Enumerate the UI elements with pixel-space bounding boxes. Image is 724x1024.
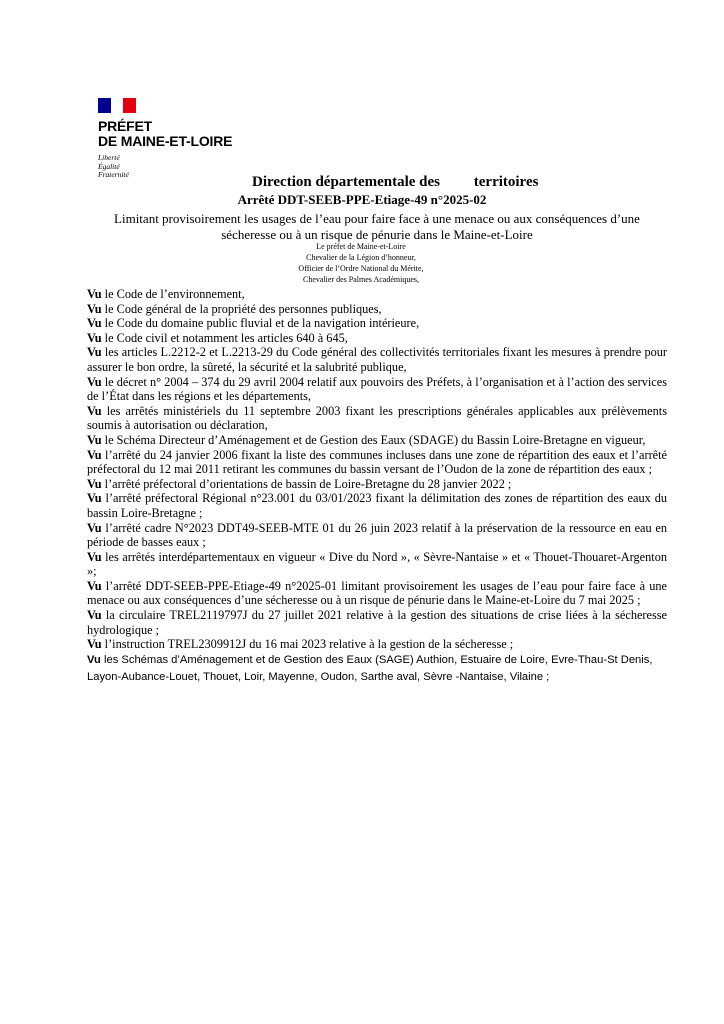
vu-item: Vu le Code général de la propriété des personnes publiques, xyxy=(87,301,382,316)
prefet-titles xyxy=(0,241,724,285)
vu-item: Vu l’instruction TREL2309912J du 16 mai 2023 relative à la gestion de la sécheresse ; xyxy=(87,637,514,652)
republic-motto xyxy=(98,154,232,180)
motto-egalite: Égalité xyxy=(98,161,120,171)
vu-item: Vu le Code civil et notamment les articles 640 à 645, xyxy=(87,330,348,345)
arrete-subtitle: Limitant provisoirement les usages de l’eau pour faire face à une menace ou aux conséquences d’une sécheresse ou à un risque de pénurie dans le Maine-et-Loire xyxy=(114,211,640,242)
arrete-title: Arrêté DDT-SEEB-PPE-Etiage-49 n°2025-02 xyxy=(237,192,487,207)
motto-liberte: Liberté xyxy=(98,153,120,162)
vu-list xyxy=(87,287,667,686)
prefet-title-line: Officier de l’Ordre National du Mérite, xyxy=(298,264,424,273)
motto-fraternite: Fraternité xyxy=(98,170,129,179)
prefet-title-line: Le préfet de Maine-et-Loire xyxy=(316,242,406,251)
logo-line-2: DE MAINE-ET-LOIRE xyxy=(98,133,233,149)
vu-item: Vu le Code de l’environnement, xyxy=(87,287,245,301)
french-flag-icon xyxy=(98,98,136,113)
vu-item: Vu l’arrêté cadre N°2023 DDT49-SEEB-MTE 01 du 26 juin 2023 relatif à la préservation de la ressource en eau en période de basses eaux ; xyxy=(87,520,667,550)
vu-item: Vu l’arrêté préfectoral d’orientations de bassin de Loire-Bretagne du 28 janvier 2022 ; xyxy=(87,476,512,491)
vu-item: Vu le Code du domaine public fluvial et de la navigation intérieure, xyxy=(87,316,420,331)
vu-item: Vu les arrêtés ministériels du 11 septembre 2003 fixant les prescriptions générales applicables aux prélèvements soumis à autorisation ou déclaration, xyxy=(87,403,667,433)
vu-item: Vu l’arrêté du 24 janvier 2006 fixant la liste des communes incluses dans une zone de répartition des eaux et l’arrêté préfectoral du 12 mai 2011 retirant les communes du bassin versant de l’Oudon de la zone de répartition des eaux ; xyxy=(87,447,667,477)
vu-item: Vu les arrêtés interdépartementaux en vigueur « Dive du Nord », « Sèvre-Nantaise » et « Thouet-Thouaret-Argenton »; xyxy=(87,549,668,579)
vu-item: Vu l’arrêté DDT-SEEB-PPE-Etiage-49 n°2025-01 limitant provisoirement les usages de l’eau pour faire face à une menace ou aux conséquences d’une sécheresse ou à un risque de pénurie dans le Maine-et-Loire du 7 mai 2025 ; xyxy=(87,578,668,608)
logo-text xyxy=(98,119,232,149)
vu-item: Vu l’arrêté préfectoral Régional n°23.001 du 03/01/2023 fixant la délimitation des zones de répartition des eaux du bassin Loire-Bretagne ; xyxy=(87,491,667,520)
direction-heading: Direction départementale des territoires xyxy=(252,174,539,190)
vu-item: Vu les articles L.2212-2 et L.2213-29 du Code général des collectivités territoriales fixant les mesures à prendre pour assurer le bon ordre, la sûreté, la sécurité et la salubrité publique, xyxy=(87,345,668,374)
vu-item: Vu le Schéma Directeur d’Aménagement et de Gestion des Eaux (SDAGE) du Bassin Loire-Bretagne en vigueur, xyxy=(87,432,646,447)
vu-item: Vu la circulaire TREL2119797J du 27 juillet 2021 relative à la gestion des situations de crise liées à la sécheresse hydrologique ; xyxy=(87,608,668,637)
prefet-title-line: Chevalier des Palmes Académiques, xyxy=(303,275,419,284)
logo-line-1: PRÉFET xyxy=(98,118,153,134)
vu-item: Vu les Schémas d’Aménagement et de Gestion des Eaux (SAGE) Authion, Estuaire de Loire, Evre-Thau-St Denis, Layon-Aubance-Louet, Thouet, Loir, Mayenne, Oudon, Sarthe aval, Sèvre -Nantaise, Vilaine ; xyxy=(87,653,653,683)
vu-item: Vu le décret n° 2004 – 374 du 29 avril 2004 relatif aux pouvoirs des Préfets, à l’organisation et à l’action des services de l’État dans les régions et les départements, xyxy=(87,374,668,404)
prefecture-logo xyxy=(98,98,232,180)
prefet-title-line: Chevalier de la Légion d’honneur, xyxy=(306,253,416,262)
